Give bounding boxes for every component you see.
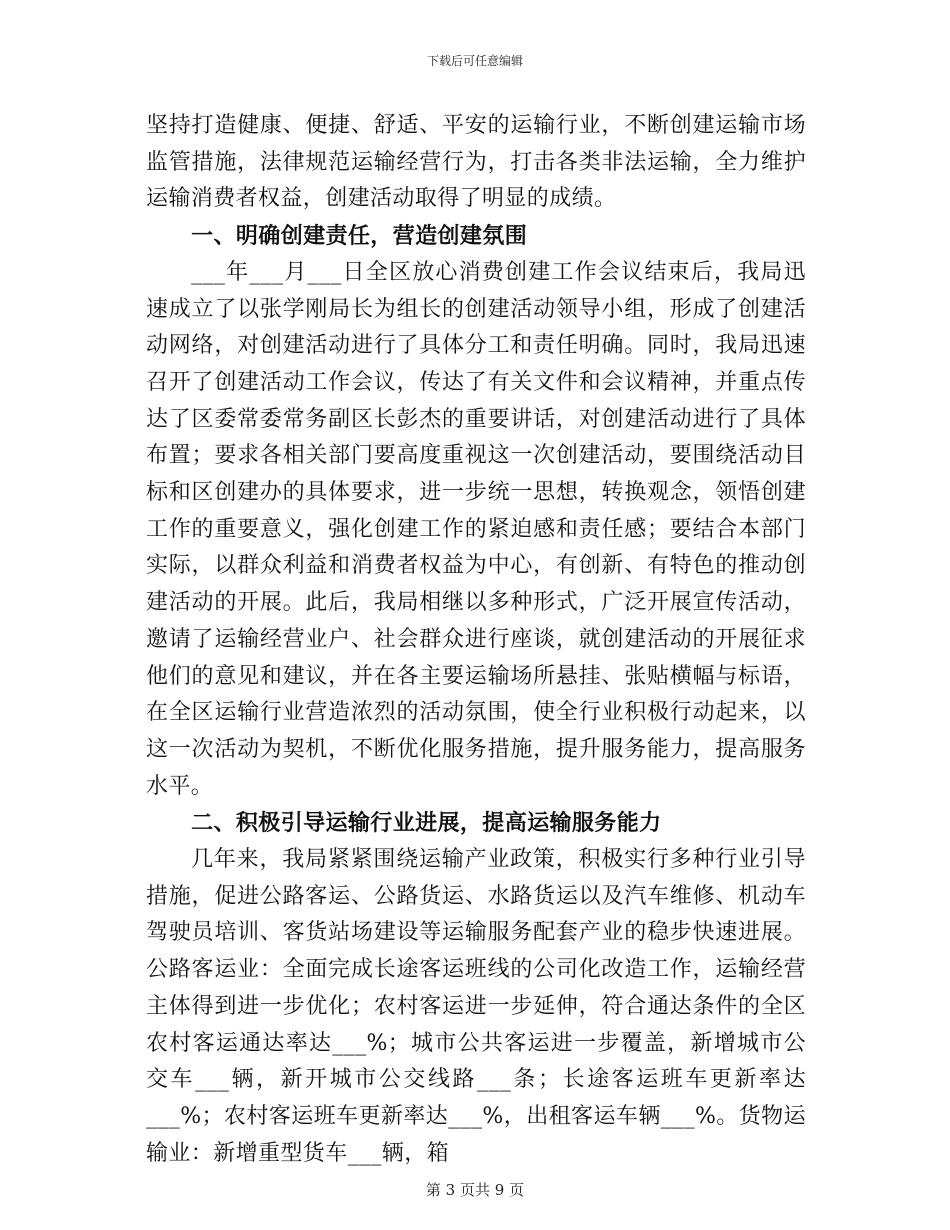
body-paragraph: 几年来，我局紧紧围绕运输产业政策，积极实行多种行业引导措施，促进公路客运、公路货运、水路货运以及汽车维修、机动车驾驶员培训、客货站场建设等运输服务配套产业的稳步快速进展。公路客运业：全面完成长途客运班线的公司化改造工作，运输经营主体得到进一步优化；农村客运进一步延伸，符合通达条件的全区农村客运通达率达___%；城市公共客运进一步覆盖，新增城市公交车___辆，新开城市公交线路___条；长途客运班车更新率达___%；农村客运班车更新率达___%，出租客运车辆___%。货物运输业：新增重型货车___辆，箱 xyxy=(146,847,806,1166)
body-paragraph: ___年___月___日全区放心消费创建工作会议结束后，我局迅速成立了以张学刚局长为组长的创建活动领导小组，形成了创建活动网络，对创建活动进行了具体分工和责任明确。同时，我局迅速召开了创建活动工作会议，传达了有关文件和会议精神，并重点传达了区委常委常务副区长彭杰的重要讲话，对创建活动进行了具体布置；要求各相关部门要高度重视这一次创建活动，要围绕活动目标和区创建办的具体要求，进一步统一思想，转换观念，领悟创建工作的重要意义，强化创建工作的紧迫感和责任感；要结合本部门实际，以群众利益和消费者权益为中心，有创新、有特色的推动创建活动的开展。此后，我局相继以多种形式，广泛开展宣传活动，邀请了运输经营业户、社会群众进行座谈，就创建活动的开展征求他们的意见和建议，并在各主要运输场所悬挂、张贴横幅与标语，在全区运输行业营造浓烈的活动氛围，使全行业积极行动起来，以这一次活动为契机，不断优化服务措施，提升服务能力，提高服务水平。 xyxy=(146,259,806,799)
page-header: 下载后可任意编辑 xyxy=(426,54,523,68)
body-paragraph: 坚持打造健康、便捷、舒适、平安的运输行业，不断创建运输市场监管措施，法律规范运输经营行为，打击各类非法运输，全力维护运输消费者权益，创建活动取得了明显的成绩。 xyxy=(146,113,806,212)
page-footer: 第 3 页共 9 页 xyxy=(425,1181,525,1199)
section-heading: 一、明确创建责任，营造创建氛围 xyxy=(191,223,528,250)
document-body xyxy=(146,108,806,1172)
section-heading: 二、积极引导运输行业进展，提高运输服务能力 xyxy=(191,810,662,837)
